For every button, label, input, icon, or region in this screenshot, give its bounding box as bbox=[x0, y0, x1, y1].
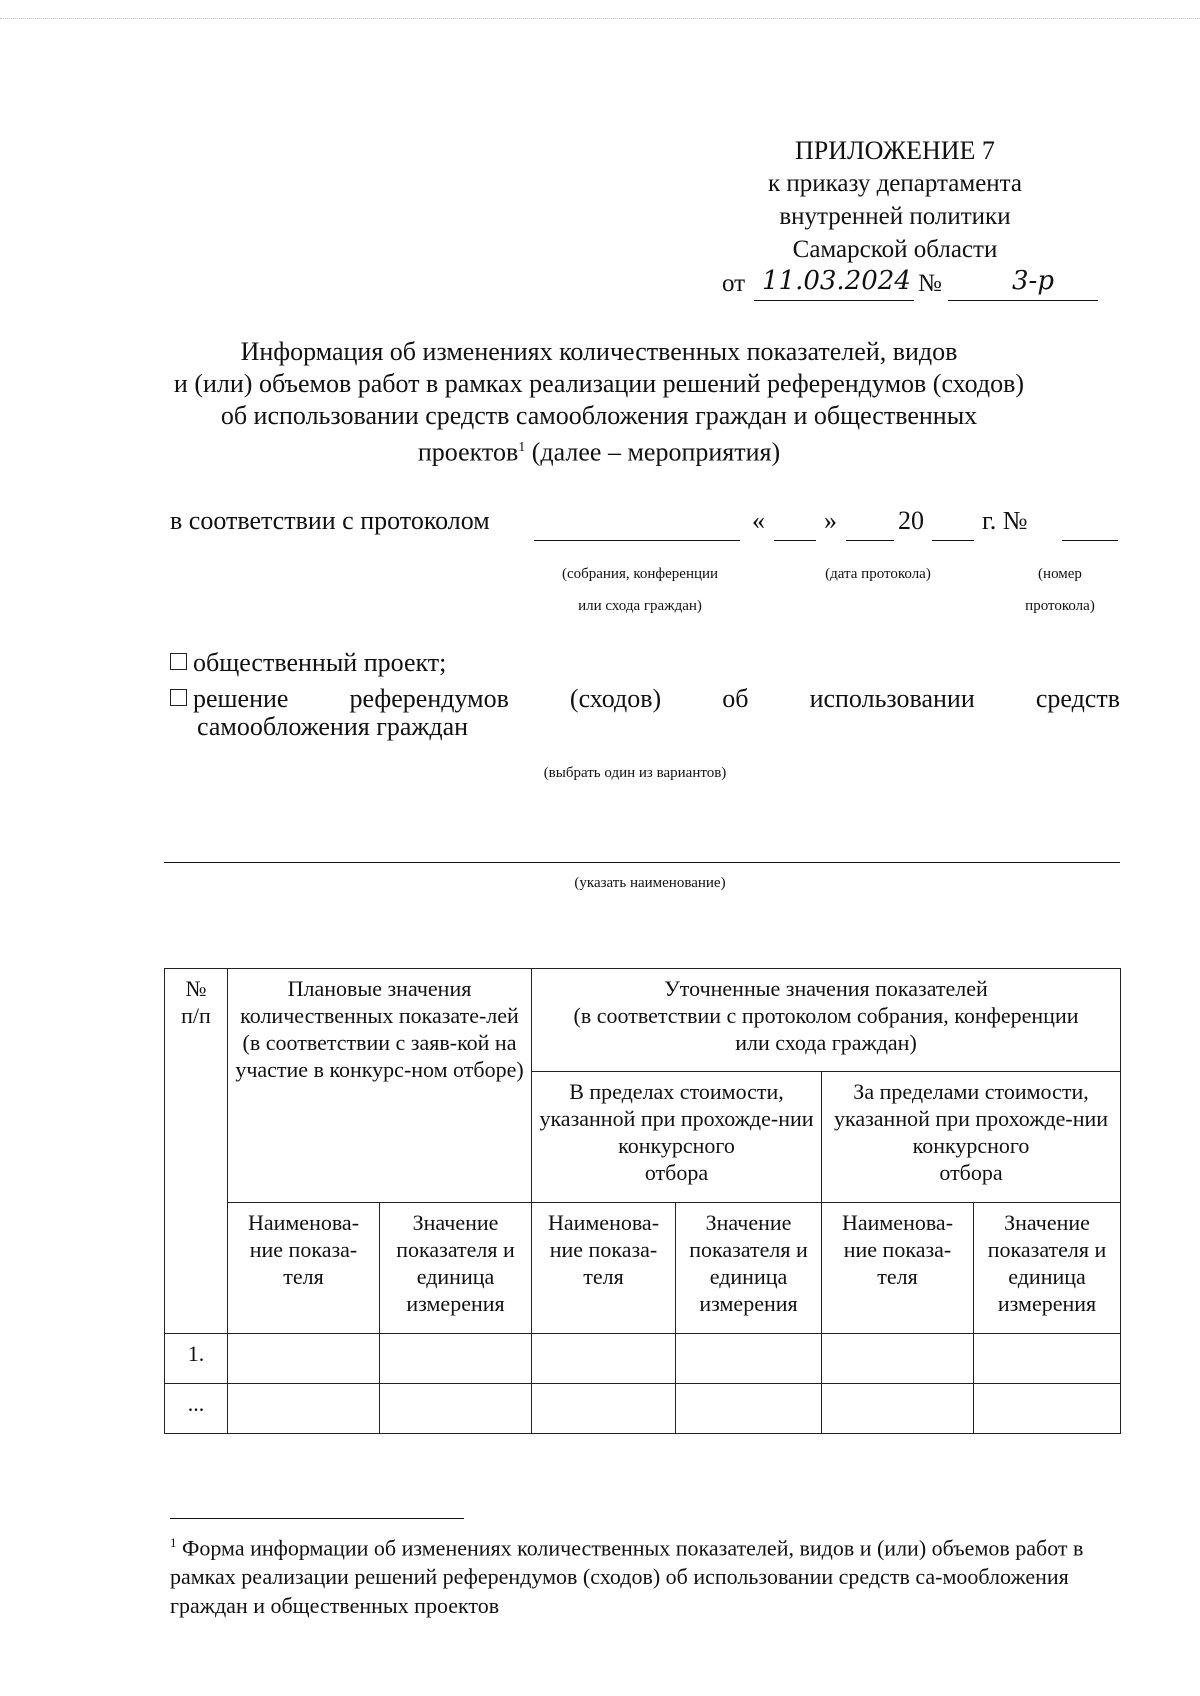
handwritten-number: 3-р bbox=[1012, 266, 1054, 296]
table-cell[interactable] bbox=[974, 1384, 1121, 1434]
title-line-4 bbox=[150, 432, 1048, 469]
annex-header bbox=[768, 134, 1022, 266]
footnote-separator bbox=[170, 1518, 464, 1519]
date-underline bbox=[754, 300, 914, 301]
option-word-1: решение bbox=[170, 684, 288, 714]
table-cell[interactable] bbox=[228, 1334, 380, 1384]
footnote bbox=[170, 1528, 1120, 1620]
annex-line-3: внутренней политики bbox=[779, 203, 1011, 230]
sub-header-within-value: Значение показателя и единица измерения bbox=[676, 1203, 822, 1334]
order-date-line bbox=[722, 266, 1122, 302]
checkbox-icon[interactable] bbox=[170, 653, 187, 670]
year-field[interactable] bbox=[932, 540, 974, 541]
table-cell[interactable] bbox=[380, 1334, 532, 1384]
scan-top-edge bbox=[0, 18, 1200, 19]
protocol-number-field[interactable] bbox=[1062, 540, 1118, 541]
table-cell[interactable] bbox=[676, 1384, 822, 1434]
title-projects: проектов bbox=[417, 437, 519, 467]
table-cell[interactable] bbox=[822, 1334, 974, 1384]
title-line-3: об использовании средств самообложения граждан и общественных bbox=[220, 401, 978, 430]
footnote-text: Форма информации об изменениях количественных показателей, видов и (или) объемов работ в рамках реализации решений референдумов (сходов) об использовании средств са-мообложения граждан и общественных проектов bbox=[170, 1535, 1084, 1619]
open-quote: « bbox=[752, 506, 765, 535]
annex-line-2: к приказу департамента bbox=[767, 170, 1022, 197]
title-line-2: и (или) объемов работ в рамках реализации решений референдумов (сходов) bbox=[173, 369, 1025, 398]
option-word-6: средств bbox=[1035, 684, 1120, 713]
header-beyond-cost: За пределами стоимости, указанной при прохожде-нии конкурсного отбора bbox=[822, 1072, 1121, 1203]
table-cell[interactable] bbox=[532, 1384, 676, 1434]
table-row bbox=[165, 1334, 1121, 1384]
header-row-number: № п/п bbox=[165, 969, 228, 1334]
footnote-ref: 1 bbox=[518, 440, 526, 455]
table-cell[interactable] bbox=[228, 1384, 380, 1434]
option-public-project[interactable] bbox=[170, 648, 446, 678]
table-cell[interactable] bbox=[676, 1334, 822, 1384]
table-row bbox=[165, 1384, 1121, 1434]
row-number-cell: ... bbox=[165, 1384, 228, 1434]
annex-line-4: Самарской области bbox=[792, 236, 998, 263]
row-number-cell: 1. bbox=[165, 1334, 228, 1384]
hint-meeting bbox=[540, 558, 740, 622]
name-hint: (указать наименование) bbox=[574, 875, 726, 891]
number-underline bbox=[948, 300, 1098, 301]
header-refined: Уточненные значения показателей (в соответствии с протоколом собрания, конференции или схода граждан) bbox=[532, 969, 1121, 1072]
option-referendum[interactable] bbox=[170, 684, 1120, 742]
table-cell[interactable] bbox=[380, 1384, 532, 1434]
document-title bbox=[150, 336, 1048, 469]
from-label: от bbox=[722, 270, 746, 297]
close-quote: » bbox=[824, 506, 837, 535]
hint-number bbox=[1004, 558, 1116, 622]
header-planned: Плановые значения количественных показате-лей (в соответствии с заяв-кой на участие в конкурс-ном отборе) bbox=[228, 969, 532, 1203]
meeting-type-field[interactable] bbox=[534, 540, 740, 541]
annex-title: ПРИЛОЖЕНИЕ 7 bbox=[795, 136, 995, 165]
century-text: 20 bbox=[898, 506, 924, 535]
sub-header-planned-name: Наименова-ние показа-теля bbox=[228, 1203, 380, 1334]
title-tail: (далее – мероприятия) bbox=[525, 437, 781, 467]
sub-header-beyond-value: Значение показателя и единица измерения bbox=[974, 1203, 1121, 1334]
handwritten-date: 11.03.2024 bbox=[762, 266, 911, 296]
protocol-label: в соответствии с протоколом bbox=[170, 506, 490, 535]
indicators-table bbox=[164, 968, 1121, 1434]
year-number-label: г. № bbox=[982, 506, 1028, 535]
table-cell[interactable] bbox=[532, 1334, 676, 1384]
checkbox-icon[interactable] bbox=[170, 689, 187, 706]
option-public-project-label: общественный проект; bbox=[193, 648, 447, 677]
option-referendum-line-1 bbox=[170, 684, 1120, 714]
number-label: № bbox=[918, 270, 942, 297]
sub-header-planned-value: Значение показателя и единица измерения bbox=[380, 1203, 532, 1334]
option-word-3: (сходов) bbox=[569, 684, 662, 713]
day-field[interactable] bbox=[774, 540, 816, 541]
hint-date: (дата протокола) bbox=[825, 566, 931, 582]
option-word-5: использовании bbox=[809, 684, 975, 713]
table-cell[interactable] bbox=[822, 1384, 974, 1434]
project-name-field[interactable] bbox=[164, 862, 1120, 863]
option-referendum-line-2: самообложения граждан bbox=[197, 712, 469, 741]
options-hint: (выбрать один из вариантов) bbox=[543, 765, 727, 781]
sub-header-beyond-name: Наименова-ние показа-теля bbox=[822, 1203, 974, 1334]
option-word-4: об bbox=[722, 684, 749, 713]
hint-meeting-line-2: или схода граждан) bbox=[578, 598, 702, 614]
footnote-mark: 1 bbox=[170, 1535, 177, 1550]
hint-number-line-1: (номер bbox=[1038, 566, 1082, 582]
month-field[interactable] bbox=[846, 540, 894, 541]
hint-meeting-line-1: (собрания, конференции bbox=[561, 566, 719, 582]
header-within-cost: В пределах стоимости, указанной при прохожде-нии конкурсного отбора bbox=[532, 1072, 822, 1203]
hint-number-line-2: протокола) bbox=[1025, 598, 1095, 614]
sub-header-within-name: Наименова-ние показа-теля bbox=[532, 1203, 676, 1334]
table-cell[interactable] bbox=[974, 1334, 1121, 1384]
option-word-2: референдумов bbox=[349, 684, 509, 713]
title-line-1: Информация об изменениях количественных показателей, видов bbox=[240, 337, 958, 366]
